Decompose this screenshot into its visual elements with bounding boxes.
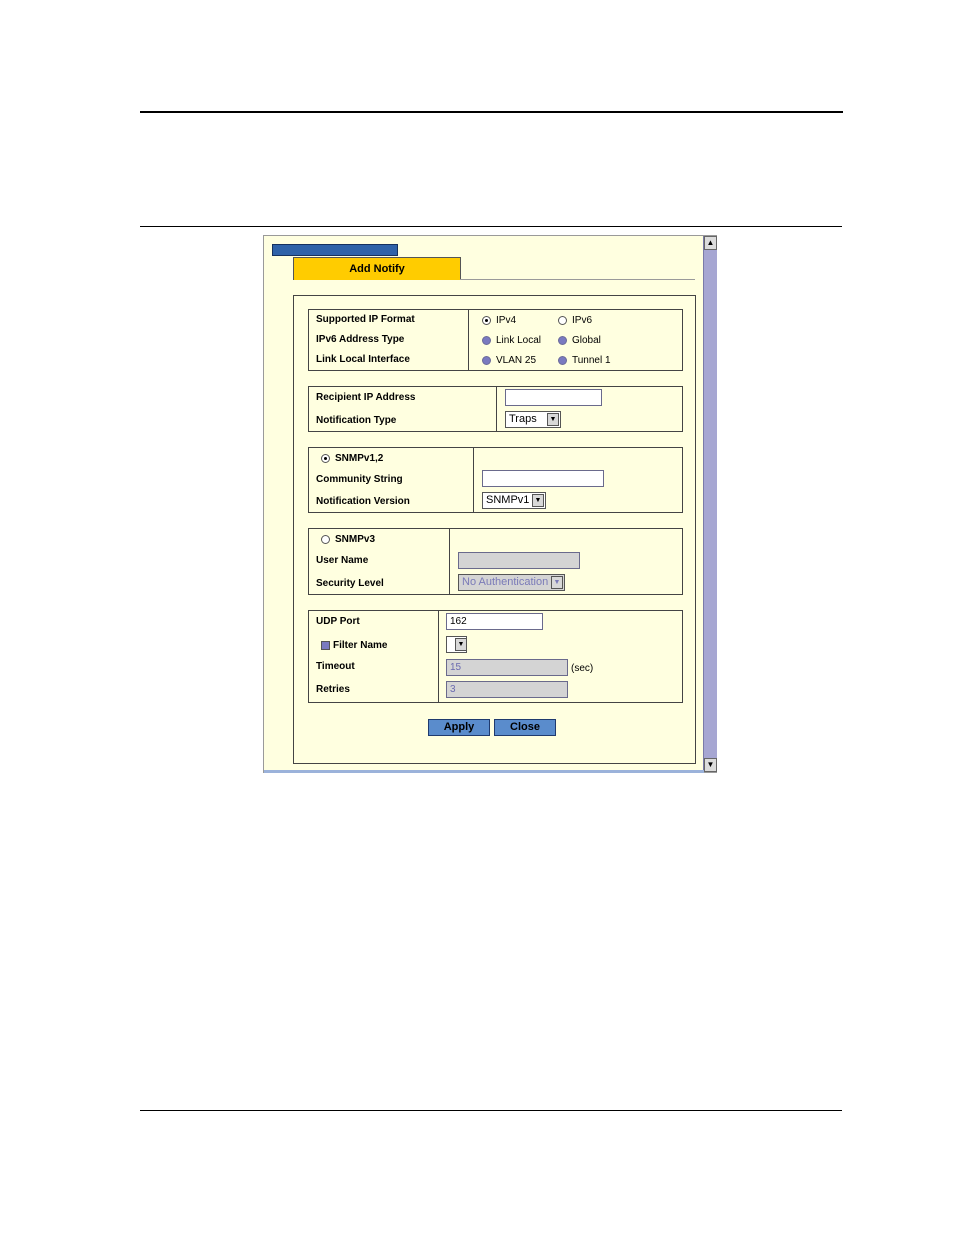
udp-port-input[interactable]: 162	[446, 613, 543, 630]
notification-version-select[interactable]: SNMPv1 ▼	[482, 492, 546, 509]
chevron-down-icon: ▼	[532, 494, 544, 507]
horizontal-scrollbar[interactable]	[264, 770, 704, 773]
radio-empty-icon	[321, 535, 330, 544]
checkbox-icon	[321, 641, 330, 650]
retries-label: Retries	[316, 684, 350, 695]
chevron-down-icon: ▼	[547, 413, 559, 426]
timeout-unit: (sec)	[571, 663, 594, 674]
notification-type-select[interactable]: Traps ▼	[505, 411, 561, 428]
user-name-input[interactable]	[458, 552, 580, 569]
community-string-input[interactable]	[482, 470, 604, 487]
community-string-label: Community String	[316, 474, 403, 485]
ipv6-radio[interactable]: IPv6	[558, 315, 592, 326]
apply-button[interactable]: Apply	[428, 719, 490, 736]
snmpv12-radio[interactable]: SNMPv1,2	[321, 453, 383, 464]
window-title-bar	[272, 244, 398, 256]
security-level-label: Security Level	[316, 578, 384, 589]
recipient-section	[308, 386, 683, 432]
scroll-up-icon[interactable]: ▲	[704, 236, 717, 250]
header-rule	[140, 226, 842, 227]
ipv4-radio[interactable]: IPv4	[482, 315, 516, 326]
close-button[interactable]: Close	[494, 719, 556, 736]
chevron-down-icon: ▼	[551, 576, 563, 589]
radio-selected-icon	[321, 454, 330, 463]
tab-add-notify[interactable]: Add Notify	[293, 257, 461, 280]
supported-ip-format-label: Supported IP Format	[316, 314, 415, 325]
radio-disabled-icon	[558, 336, 567, 345]
ip-format-section	[308, 309, 683, 371]
link-local-radio[interactable]: Link Local	[482, 335, 541, 346]
add-notify-window	[263, 235, 717, 773]
radio-empty-icon	[558, 316, 567, 325]
radio-selected-icon	[482, 316, 491, 325]
timeout-input[interactable]: 15	[446, 659, 568, 676]
radio-disabled-icon	[482, 356, 491, 365]
link-local-interface-label: Link Local Interface	[316, 354, 410, 365]
radio-disabled-icon	[558, 356, 567, 365]
filter-name-checkbox[interactable]: Filter Name	[321, 640, 387, 651]
form-panel	[293, 295, 696, 764]
recipient-ip-input[interactable]	[505, 389, 602, 406]
udp-port-label: UDP Port	[316, 616, 360, 627]
tab-underline	[460, 279, 695, 280]
recipient-ip-label: Recipient IP Address	[316, 392, 416, 403]
retries-input[interactable]: 3	[446, 681, 568, 698]
footer-rule	[140, 1110, 842, 1111]
security-level-select[interactable]: No Authentication ▼	[458, 574, 565, 591]
vlan-25-radio[interactable]: VLAN 25	[482, 355, 536, 366]
chevron-down-icon: ▼	[455, 638, 467, 651]
snmpv3-radio[interactable]: SNMPv3	[321, 534, 375, 545]
filter-name-select[interactable]	[446, 636, 467, 653]
tunnel-1-radio[interactable]: Tunnel 1	[558, 355, 611, 366]
udp-section	[308, 610, 683, 703]
global-radio[interactable]: Global	[558, 335, 601, 346]
vertical-scrollbar[interactable]	[703, 236, 717, 772]
scroll-down-icon[interactable]: ▼	[704, 758, 717, 772]
notification-type-label: Notification Type	[316, 415, 397, 426]
snmpv3-section	[308, 528, 683, 595]
snmpv12-section	[308, 447, 683, 513]
top-rule	[140, 111, 843, 113]
ipv6-address-type-label: IPv6 Address Type	[316, 334, 405, 345]
radio-disabled-icon	[482, 336, 491, 345]
notification-version-label: Notification Version	[316, 496, 410, 507]
timeout-label: Timeout	[316, 661, 355, 672]
user-name-label: User Name	[316, 555, 369, 566]
